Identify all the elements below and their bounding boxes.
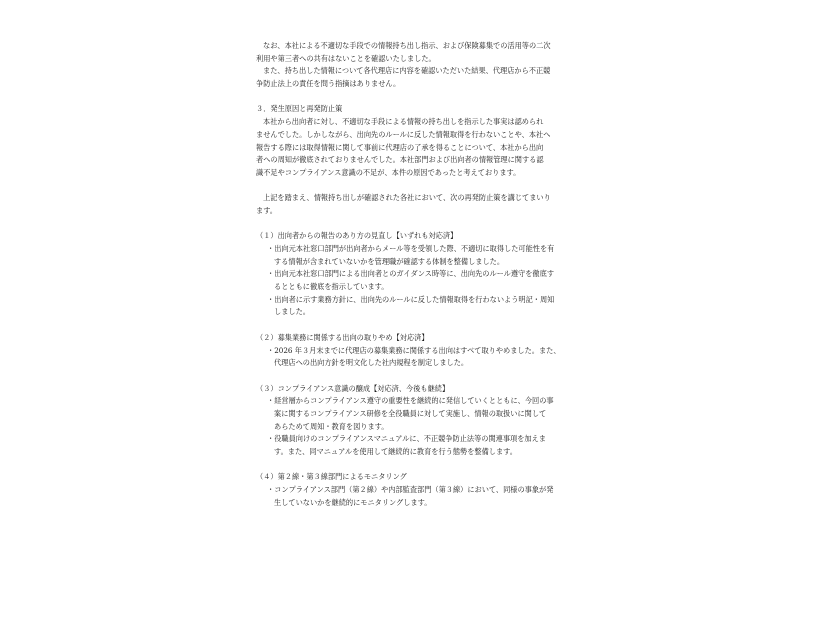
measure-4 [256,471,576,509]
paragraph-line: 者への周知が徹底されておりませんでした。本社部門および出向者の情報管理に関する認 [256,155,544,165]
intro-paragraph-2 [256,65,576,90]
bullet-line: 代理店への出向方針を明文化した社内規程を制定しました。 [274,358,469,368]
bullet-line: 案に関するコンプライアンス研修を全役職員に対して実施し、情報の取扱いに関して [274,408,547,418]
paragraph-line: 識不足やコンプライアンス意識の不足が、本件の原因であったと考えております。 [256,167,521,177]
measure-heading: （３）コンプライアンス意識の醸成【対応済、今後も継続】 [256,383,450,393]
bullet-line: す。また、同マニュアルを使用して継続的に教育を行う態勢を整備します。 [274,447,517,456]
document-body [256,40,576,509]
paragraph-line: 本社から出向者に対し、不適切な手段による情報の持ち出しを指示した事実は認められ [263,117,544,127]
lead-paragraph [256,192,576,217]
measure-heading: （１）出向者からの報告のあり方の見直し【いずれも対応済】 [256,231,458,241]
bullet-line: ・役職員向けのコンプライアンスマニュアルに、不正競争防止法等の関連事項を加えま [267,434,546,444]
bullet-line: ・出向者に示す業務方針に、出向先のルールに反した情報取得を行わないよう明記・周知 [267,294,555,304]
bullet-line: るとともに徹底を指示しています。 [274,282,389,292]
paragraph-line: 上記を踏まえ、情報持ち出しが確認された各社において、次の再発防止策を講じてまいり [263,193,551,203]
paragraph-line: ませんでした。しかしながら、出向先のルールに反した情報取得を行わないことや、本社へ [256,129,551,139]
paragraph-line: また、持ち出した情報について各代理店に内容を確認いただいた結果、代理店から不正競 [263,66,551,76]
measure-1 [256,230,576,319]
paragraph-line: 報告する際には取得情報に関して事前に代理店の了承を得ることについて、本社から出向 [256,142,544,152]
bullet-line: しました。 [274,307,310,317]
paragraph-line: 利用や第三者への共有はないことを確認いたしました。 [256,53,436,63]
section-heading: ３．発生原因と再発防止策 [256,104,343,114]
bullet-line: する情報が含まれていないかを管理職が確認する体制を整備しました。 [274,256,505,266]
bullet-line: ・2026 年３月末までに代理店の募集業務に関係する出向はすべて取りやめました。また、 [267,345,561,355]
cause-paragraph [256,116,576,179]
bullet-line: 生していないかを継続的にモニタリングします。 [274,497,432,507]
measure-3 [256,383,576,459]
paragraph-line: なお、本社による不適切な手段での情報持ち出し指示、および保険募集での活用等の二次 [263,41,551,50]
paragraph-line: 争防止法上の責任を問う指摘はありません。 [256,79,401,89]
bullet-line: ・出向元本社窓口部門による出向者とのガイダンス時等に、出向先のルール遵守を徹底す [267,269,555,279]
intro-paragraph-1 [256,40,576,65]
bullet-line: ・出向元本社窓口部門が出向者からメール等を受領した際、不適切に取得した可能性を有 [267,244,555,253]
paragraph-line: ます。 [256,205,277,215]
bullet-line: あらためて周知・教育を図ります。 [274,421,389,431]
measure-heading: （４）第２線・第３線部門によるモニタリング [256,472,407,482]
bullet-line: ・経営層からコンプライアンス遵守の重要性を継続的に発信していくとともに、今回の事 [267,396,554,406]
measure-heading: （２）募集業務に関係する出向の取りやめ【対応済】 [256,332,429,342]
measure-2 [256,332,576,370]
bullet-line: ・コンプライアンス部門（第２線）や内部監査部門（第３線）において、同様の事象が発 [267,485,554,495]
